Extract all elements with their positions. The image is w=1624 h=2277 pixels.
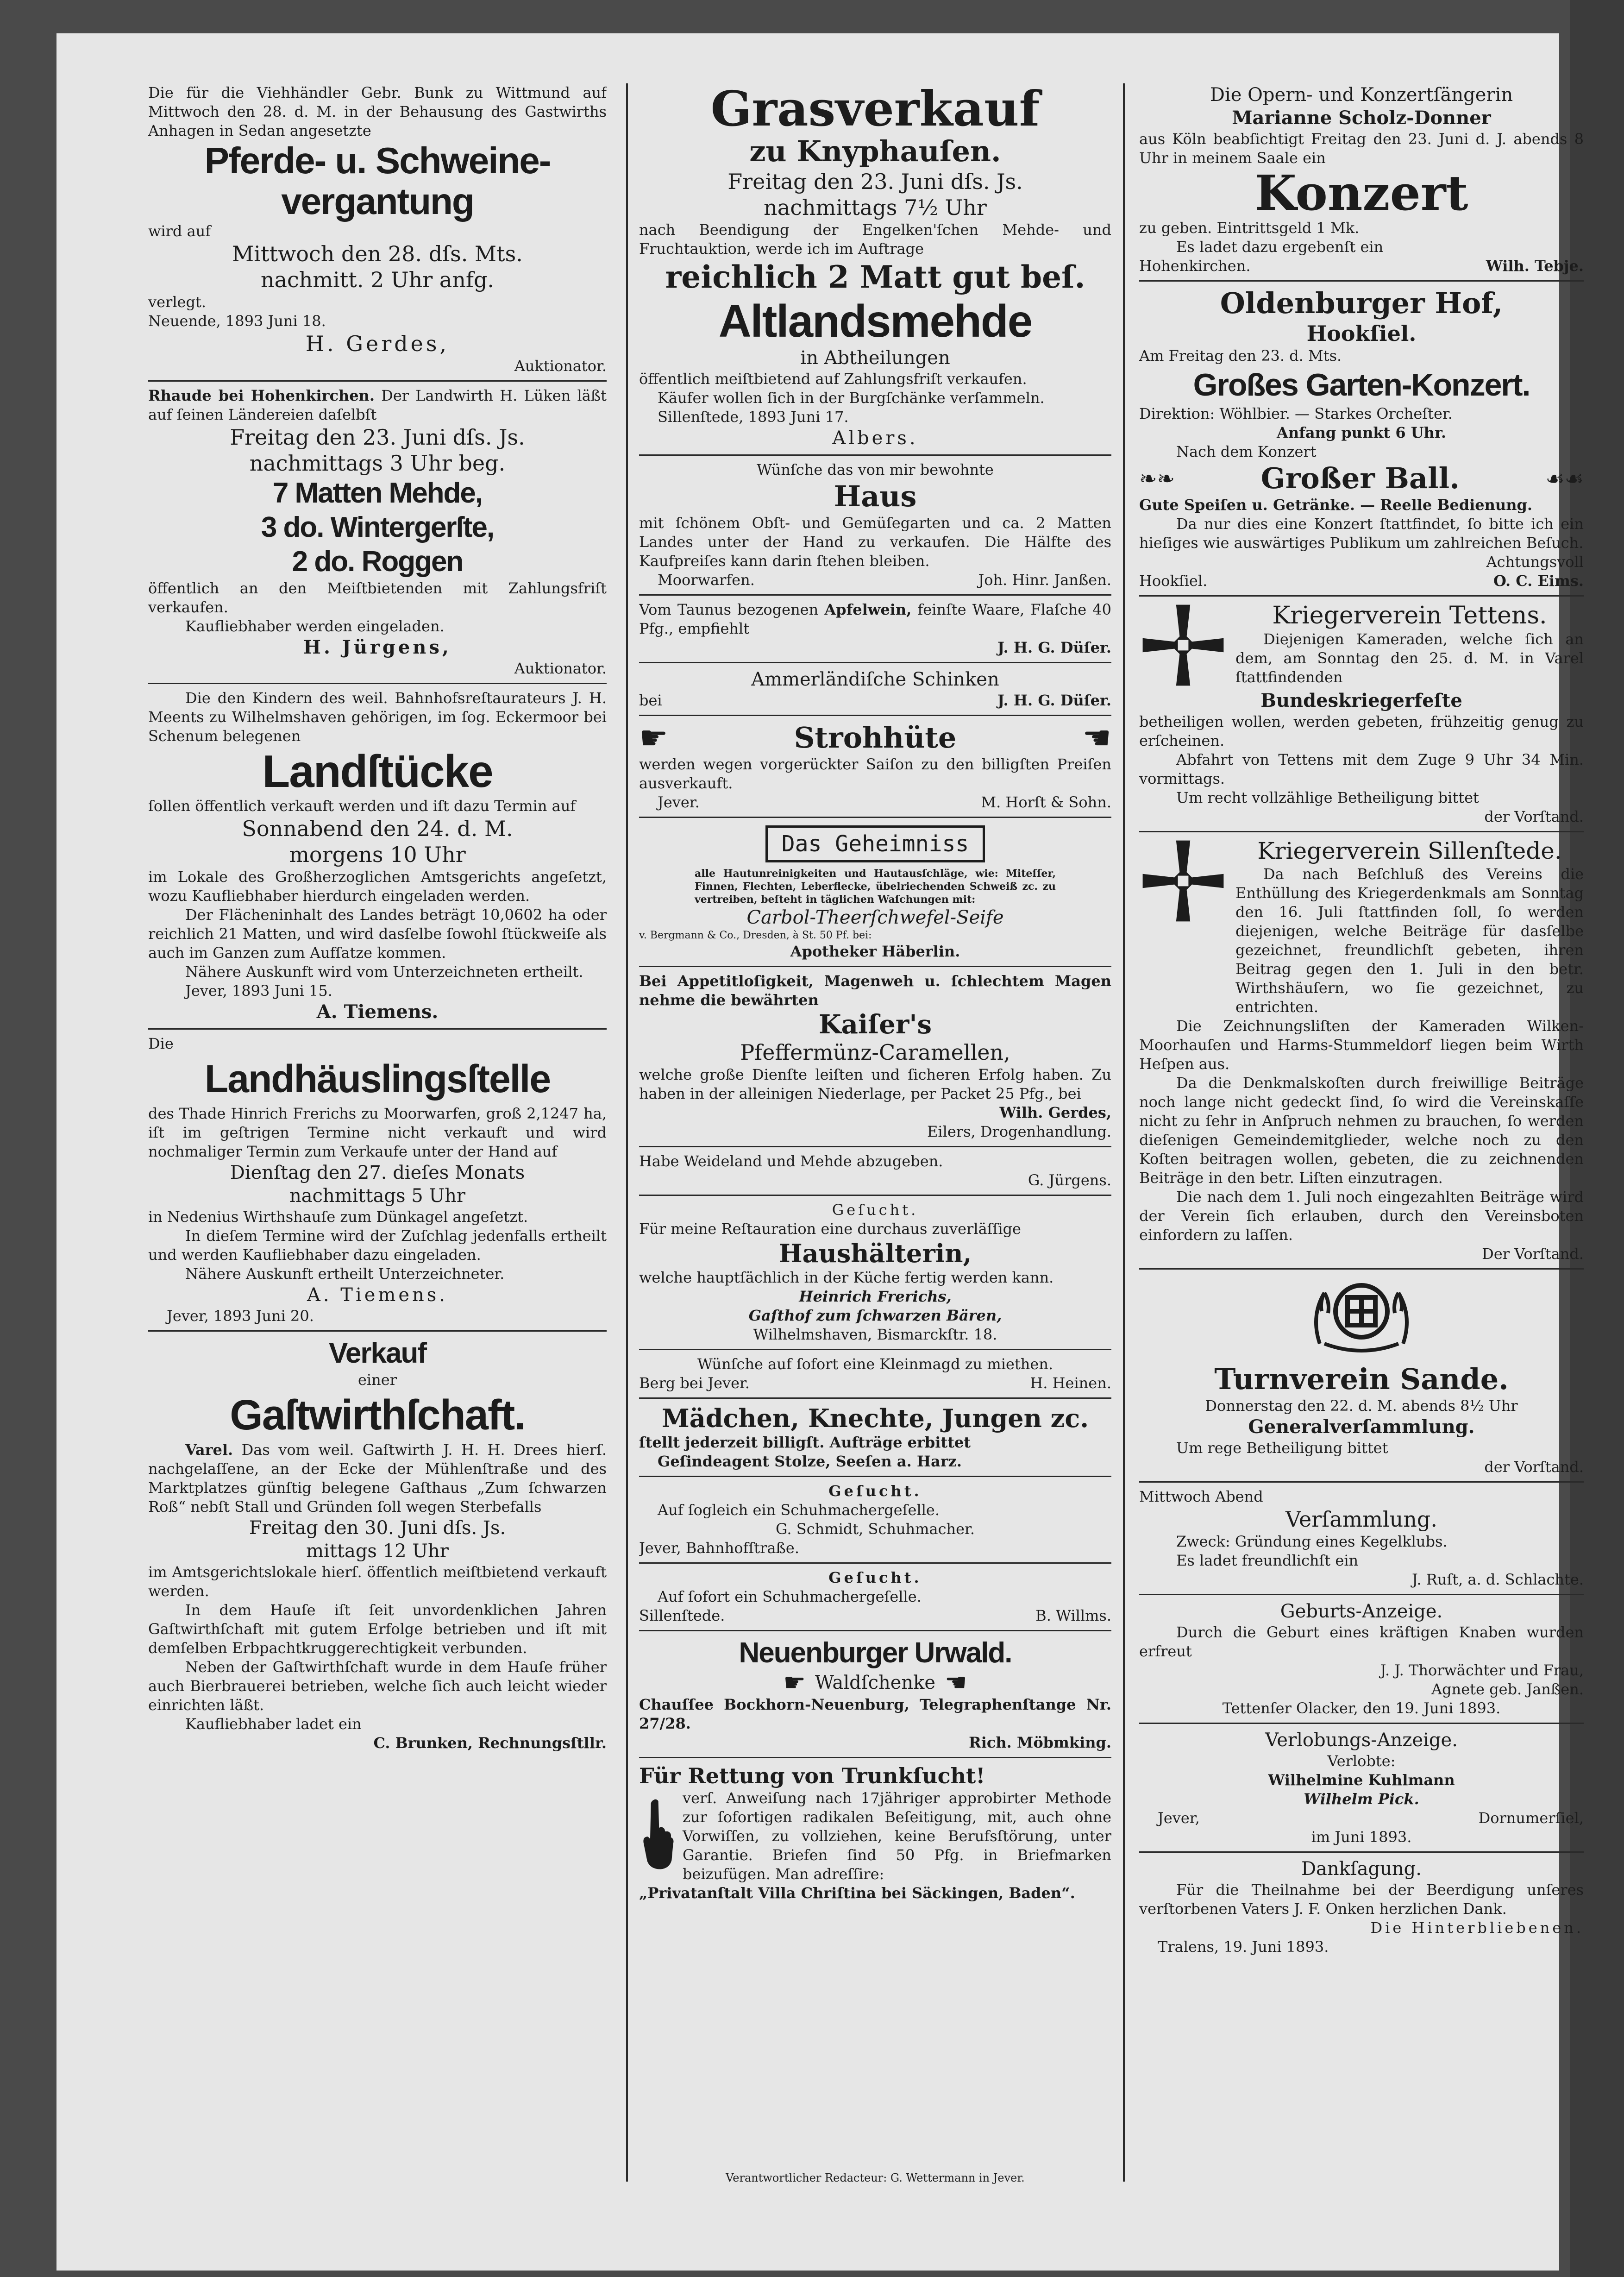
ad-text: Mittwoch Abend: [1139, 1488, 1263, 1505]
ad-signature: Geſindeagent Stolze, Seeſen a. Harz.: [658, 1453, 962, 1470]
ad-text: bei: [639, 692, 662, 709]
pointing-hand-left-icon: ☚: [1082, 719, 1111, 757]
ad-headline: Kaiſer's: [818, 1009, 932, 1040]
ad-headline: Landhäuslingsſtelle: [204, 1057, 551, 1101]
ad-signature: G. Jürgens.: [1028, 1171, 1111, 1189]
ad-headline: Die Opern- und Konzertſängerin: [1210, 84, 1513, 106]
divider: [639, 594, 1111, 596]
ad-place: Moorwarfen.: [658, 571, 755, 589]
ad-gesindeagent: [639, 1403, 1111, 1471]
ad-headline: Verlobungs-Anzeige.: [1265, 1730, 1458, 1751]
ad-danksagung: [1139, 1857, 1584, 1956]
ad-intro: Geſucht.: [828, 1482, 922, 1500]
ad-text: Gute Speiſen u. Getränke. — Reelle Bedienung.: [1139, 496, 1532, 514]
column-right: [1139, 83, 1584, 2217]
ad-role: Auktionator.: [514, 660, 607, 677]
ad-date: Freitag den 23. Juni dſs. Js.: [230, 425, 525, 450]
ad-headline: Hookſiel.: [1306, 321, 1417, 346]
ad-intro: Die den Kindern des weil. Bahnhofsreſtaurateurs J. H. Meents zu Wilhelmshaven gehörigen, im ſog. Eckermoor bei Schenum belegenen: [148, 689, 607, 745]
ad-subheadline: Generalverſammlung.: [1248, 1416, 1475, 1438]
ad-headline: Pfeffermünz-Caramellen,: [740, 1040, 1010, 1065]
ad-date: Sonnabend den 24. d. M.: [242, 816, 513, 841]
ad-signature: Rich. Möbmking.: [969, 1734, 1111, 1751]
flourish-icon: ❧❧: [1139, 466, 1175, 491]
ad-text: Käufer wollen ſich in der Burgſchänke verſammeln.: [658, 389, 1045, 407]
ad-signature: J. J. Thorwächter und Frau,: [1380, 1661, 1584, 1679]
column-rule: [1123, 83, 1125, 2182]
ad-text: ſtellt jederzeit billigſt. Aufträge erbittet: [639, 1434, 971, 1451]
ad-text: Neben der Gaſtwirthſchaft wurde in dem Hauſe früher auch Bierbrauerei betrieben, welche ſich auch leicht wieder einrichten läßt.: [148, 1658, 607, 1714]
ad-text: Verlobte:: [1327, 1752, 1396, 1770]
ad-signature: A. Tiemens.: [316, 1001, 439, 1023]
divider: [1139, 831, 1584, 832]
ad-verlobungs-anzeige: [1139, 1729, 1584, 1847]
divider: [639, 817, 1111, 818]
column-middle: [639, 83, 1111, 2217]
ad-intro: Die: [148, 1035, 174, 1052]
ad-text: verſ. Anweiſung nach 17jähriger approbirter Methode zur ſofortigen radikalen Beſeitigung, mit, auch ohne Vorwiſſen, zu vollziehen, keine Berufsſtörung, unter Garantie. Briefen ſind 50 Pfg. in Briefmarken beizufügen. Man adreſſire:: [683, 1789, 1111, 1883]
ad-headline: Mädchen, Knechte, Jungen zc.: [661, 1403, 1089, 1433]
ad-text: Habe Weideland und Mehde abzugeben.: [639, 1152, 943, 1170]
ad-text: Um rege Betheiligung bittet: [1176, 1439, 1388, 1457]
ad-place-date: Jever, 1893 Juni 20.: [167, 1307, 314, 1325]
ad-strohhuete: [639, 721, 1111, 812]
ad-text: Kaufliebhaber werden eingeladen.: [185, 617, 445, 635]
divider: [639, 454, 1111, 456]
ad-text: in Nedenius Wirthshauſe zum Dünkagel angeſetzt.: [148, 1208, 528, 1226]
ad-text: Da nach Beſchluß des Vereins die Enthüllung des Kriegerdenkmals am Sonntag den 16. Juli ſtattfinden ſoll, ſo werden diejenigen, welche Beiträge für dasſelbe gezeichnet, freundlichſt gebeten, ihren Beitrag gegen den 1. Juli in den betr. Wirthshäuſern, wo ſie gezeichnet, zu entrichten.: [1235, 865, 1584, 1016]
ad-place: Sillenſtede.: [639, 1607, 725, 1624]
divider: [639, 1397, 1111, 1399]
ad-place: Jever,: [1158, 1809, 1200, 1827]
ad-headline: Strohhüte: [794, 721, 957, 755]
ad-text: In dieſem Termine wird der Zuſchlag jedenfalls ertheilt und werden Kaufliebhaber dazu eingeladen.: [148, 1227, 607, 1264]
ad-text: Vom Taunus bezogenen: [639, 601, 819, 618]
ad-text: Kaufliebhaber ladet ein: [185, 1715, 362, 1733]
ad-konzert-scholz: [1139, 83, 1584, 276]
ad-signature: Joh. Hinr. Janßen.: [978, 571, 1111, 589]
ad-text: Es ladet freundlichſt ein: [1176, 1552, 1359, 1569]
ad-signature: J. H. G. Düſer.: [997, 692, 1111, 709]
ad-kriegerverein-tettens: [1139, 601, 1584, 826]
ad-text: Chauſſee Bockhorn-Neuenburg, Telegraphenſtange Nr. 27/28.: [639, 1696, 1111, 1732]
ad-time: nachmittags 7½ Uhr: [764, 195, 987, 220]
ad-place: Hohenkirchen.: [1139, 257, 1251, 275]
ad-place: Jever, Bahnhofſtraße.: [639, 1539, 799, 1557]
ad-headline: zu Knyphauſen.: [749, 134, 1001, 168]
ad-date: Freitag den 23. Juni dſs. Js.: [727, 169, 1023, 194]
ad-kaisers: [639, 972, 1111, 1141]
ad-headline: Oldenburger Hof,: [1220, 286, 1503, 320]
ad-headline: Turnverein Sande.: [1214, 1362, 1509, 1396]
divider: [148, 683, 607, 684]
ad-place-date: Tralens, 19. Juni 1893.: [1158, 1938, 1329, 1956]
ad-headline: Haushälterin,: [778, 1239, 972, 1268]
ad-date: im Juni 1893.: [1311, 1828, 1412, 1846]
ad-text: Da nur dies eine Konzert ſtattfindet, ſo bitte ich ein hieſiges wie auswärtiges Publikum um zahlreichen Beſuch.: [1139, 515, 1584, 552]
ad-text: Abfahrt von Tettens mit dem Zuge 9 Uhr 34 Min. vormittags.: [1139, 751, 1584, 787]
ad-text: öffentlich an den Meiſtbietenden mit Zahlungsfriſt verkaufen.: [148, 579, 607, 616]
ad-text: zu geben. Eintrittsgeld 1 Mk.: [1139, 219, 1360, 237]
ad-signature: Eilers, Drogenhandlung.: [927, 1123, 1111, 1140]
ad-headline: Geburts-Anzeige.: [1280, 1601, 1443, 1622]
ad-text: im Amtsgerichtslokale hierſ. öffentlich meiſtbietend verkauft werden.: [148, 1563, 607, 1600]
pointing-hand-left-icon: ☚: [945, 1668, 967, 1697]
ad-text: Diejenigen Kameraden, welche ſich an dem, am Sonntag den 25. d. M. in Varel ſtattfindenden: [1235, 630, 1584, 686]
ad-text: Bei Appetitloſigkeit, Magenweh u. ſchlechtem Magen nehme die bewährten: [639, 972, 1111, 1009]
ad-place-date: Neuende, 1893 Juni 18.: [148, 312, 326, 330]
ad-pferde-vergantung: [148, 83, 607, 376]
ad-headline: vergantung: [281, 181, 474, 222]
divider: [148, 380, 607, 382]
pointing-hand-right-icon: ☛: [783, 1668, 806, 1697]
ad-text: Direktion: Wöhlbier. — Starkes Orcheſter.: [1139, 405, 1453, 422]
ad-geheimniss: [639, 823, 1111, 961]
ad-signature: Der Vorſtand.: [1482, 1245, 1584, 1263]
ad-intro: Die für die Viehhändler Gebr. Bunk zu Wittmund auf Mittwoch den 28. d. M. in der Behausung des Gastwirths Anhagen in Sedan angesetzte: [148, 84, 607, 139]
ad-landhaeuslingsstelle: [148, 1034, 607, 1326]
flourish-icon: ☙☙: [1545, 466, 1584, 491]
ad-address: „Privatanſtalt Villa Chriſtina bei Säckingen, Baden“.: [639, 1884, 1075, 1902]
ad-intro: Wünſche das von mir bewohnte: [757, 461, 994, 478]
divider: [148, 1028, 607, 1030]
ad-gastwirthschaft: [148, 1336, 607, 1753]
ad-headline: Marianne Scholz-Donner: [1232, 107, 1491, 129]
ad-headline: Dankſagung.: [1301, 1858, 1422, 1880]
ad-role: Auktionator.: [514, 357, 607, 375]
ad-turnverein-sande: [1139, 1274, 1584, 1477]
divider: [639, 1476, 1111, 1477]
ad-date: Mittwoch den 28. dſs. Mts.: [232, 241, 523, 266]
ad-text: Da die Denkmalskoſten durch freiwillige Beiträge noch lange nicht gedeckt ſind, ſo wird die Vereinskaſſe nicht zu ſehr in Anſpruch nehmen zu brauchen, ſo werden dieſenigen Gemeindemitglieder, welche noch zu den Koſten beitragen wollen, gebeten, die zu zeichnenden Beiträge in den betr. Liſten einzutragen.: [1139, 1074, 1584, 1187]
ad-signature: Wilh. Tebje.: [1486, 257, 1584, 275]
ad-time: nachmittags 5 Uhr: [289, 1185, 466, 1207]
ad-product: Carbol-Theerſchwefel-Seife: [746, 907, 1004, 928]
ad-text: ſollen öffentlich verkauft werden und iſt dazu Termin auf: [148, 797, 576, 815]
ad-product: Apfelwein,: [824, 601, 912, 618]
ad-text: Das vom weil. Gaſtwirth J. H. H. Drees hierſ. nachgelaſſene, an der Ecke der Mühlenſtraße und des Marktplatzes günſtig belegene Gaſthaus „Zum ſchwarzen Roß“ nebſt Stall und Gründen ſoll wegen Sterbefalls: [148, 1441, 607, 1516]
ad-weideland: [639, 1152, 1111, 1190]
ad-text: Es ladet dazu ergebenſt ein: [1176, 238, 1384, 256]
ad-haushaelterin: [639, 1201, 1111, 1344]
ad-headline: Verkauf: [328, 1337, 426, 1369]
ad-text: Wünſche auf ſofort eine Kleinmagd zu miethen.: [697, 1355, 1053, 1373]
ad-text: Anfang punkt 6 Uhr.: [1276, 424, 1446, 441]
divider: [1139, 1268, 1584, 1270]
divider: [1139, 1723, 1584, 1724]
ad-signature: B. Willms.: [1035, 1607, 1111, 1624]
divider: [639, 966, 1111, 967]
ad-text: einer: [357, 1371, 397, 1389]
ad-text: werden wegen vorgerückter Saiſon zu den billigſten Preiſen ausverkauft.: [639, 755, 1111, 792]
ad-landstuecke: [148, 689, 607, 1024]
ad-text: Die Zeichnungsliſten der Kameraden Wilken-Moorhauſen und Harms-Stummeldorf liegen beim Wirth Heſpen aus.: [1139, 1017, 1584, 1073]
ad-text: nach Beendigung der Engelken'ſchen Mehde- und Fruchtauktion, werde ich im Auftrage: [639, 221, 1111, 258]
ad-headline: Pferde- u. Schweine-: [204, 140, 551, 181]
ad-text: Durch die Geburt eines kräftigen Knaben wurden erfreut: [1139, 1623, 1584, 1660]
pointing-hand-right-icon: ☛: [639, 719, 668, 757]
ad-item: 7 Matten Mehde,: [272, 477, 483, 509]
ad-trunksucht: [639, 1763, 1111, 1903]
ad-text: Am Freitag den 23. d. Mts.: [1139, 347, 1342, 365]
ad-place: Berg bei Jever.: [639, 1374, 750, 1392]
ad-kriegerverein-sillenstede: [1139, 837, 1584, 1264]
ad-text: Der Flächeninhalt des Landes beträgt 10,0602 ha oder reichlich 21 Matten, und wird dasſelbe ſowohl ſtückweiſe als auch im Ganzen zum Aufſatze kommen.: [148, 906, 607, 962]
ad-kegelklub: [1139, 1487, 1584, 1589]
ad-signature: H. Heinen.: [1030, 1374, 1111, 1392]
divider: [1139, 595, 1584, 597]
ad-text: welche hauptſächlich in der Küche fertig werden kann.: [639, 1269, 1054, 1286]
ad-text: feinſte Waare, Flaſche 40 Pfg., empfiehlt: [639, 601, 1111, 637]
divider: [1139, 1481, 1584, 1483]
ad-address: Wilhelmshaven, Bismarckſtr. 18.: [753, 1326, 997, 1343]
ad-text: betheiligen wollen, werden gebeten, frühzeitig genug zu erſcheinen.: [1139, 713, 1584, 749]
ad-headline: Das Geheimniss: [765, 825, 985, 862]
ad-schuhmacher-sillenstede: [639, 1568, 1111, 1625]
ad-text: verlegt.: [148, 293, 206, 311]
divider: [639, 1757, 1111, 1758]
ad-signature: J. Ruſt, a. d. Schlachte.: [1412, 1571, 1584, 1588]
column-rule: [626, 83, 628, 2182]
ad-item: 3 do. Wintergerſte,: [261, 511, 494, 543]
ad-apfelwein: [639, 600, 1111, 657]
ad-text: in Abtheilungen: [800, 347, 950, 369]
divider: [639, 662, 1111, 663]
ad-place: Jever.: [658, 793, 700, 811]
ad-text: Zweck: Gründung eines Kegelklubs.: [1176, 1533, 1448, 1550]
ad-signature: J. H. G. Düſer.: [997, 639, 1111, 656]
ad-place: Hookſiel.: [1139, 572, 1208, 590]
ad-headline: Gaſtwirthſchaft.: [230, 1391, 525, 1439]
ad-headline: Ammerländiſche Schinken: [751, 669, 999, 690]
ad-name: Wilhelmine Kuhlmann: [1268, 1771, 1455, 1789]
ad-place-date: Tettenſer Olacker, den 19. Juni 1893.: [1222, 1699, 1501, 1717]
footer-editor-line: Verantwortlicher Redacteur: G. Wettermann in Jever.: [726, 2171, 1025, 2184]
ad-signature: M. Horſt & Sohn.: [981, 793, 1111, 811]
ad-text: des Thade Hinrich Frerichs zu Moorwarfen, groß 2,1247 ha, iſt im geſtrigen Termine nicht verkauft und wird nochmaliger Termin zum Verkaufe unter der Hand auf: [148, 1105, 607, 1160]
ad-signature: der Vorſtand.: [1484, 1458, 1584, 1476]
ad-signature: C. Brunken, Rechnungsſtllr.: [373, 1734, 607, 1752]
ad-signature: H. Jürgens,: [303, 636, 451, 658]
iron-cross-icon: [1139, 601, 1227, 689]
divider: [639, 1195, 1111, 1196]
ad-text: welche große Dienſte leiſten und ſicheren Erfolg haben. Zu haben in der alleinigen Niederlage, per Packet 25 Pfg., bei: [639, 1066, 1111, 1102]
ad-signature: der Vorſtand.: [1484, 808, 1584, 825]
ad-text: Achtungsvoll: [1486, 553, 1584, 571]
iron-cross-icon: [1139, 837, 1227, 925]
ad-intro: Geſucht.: [828, 1569, 922, 1586]
ad-subheadline: Bundeskriegerfeſte: [1260, 690, 1462, 711]
ad-headline: Haus: [834, 479, 917, 513]
ad-haus: [639, 460, 1111, 590]
divider: [148, 1330, 607, 1332]
ad-place-date: Sillenſtede, 1893 Juni 17.: [658, 408, 849, 426]
column-left: [148, 83, 607, 2217]
ad-text: im Lokale des Großherzoglichen Amtsgerichts angeſetzt, wozu Kaufliebhaber hierdurch eingeladen werden.: [148, 868, 607, 905]
ad-text: öffentlich meiſtbietend auf Zahlungsfriſt verkaufen.: [639, 370, 1027, 388]
ad-signature: H. Gerdes,: [305, 331, 450, 356]
ad-urwald: [639, 1636, 1111, 1752]
ad-signature: G. Schmidt, Schuhmacher.: [776, 1520, 975, 1538]
ad-place-date: Jever, 1893 Juni 15.: [185, 982, 332, 1000]
ad-geburts-anzeige: [1139, 1600, 1584, 1718]
ad-text: v. Bergmann & Co., Dresden, à St. 50 Pf. bei:: [639, 930, 872, 941]
ad-text: Nach dem Konzert: [1176, 443, 1317, 460]
ad-signature: Gaſthof zum ſchwarzen Bären,: [748, 1307, 1002, 1324]
divider: [639, 1349, 1111, 1350]
divider: [639, 1630, 1111, 1631]
ad-text: Donnerstag den 22. d. M. abends 8½ Uhr: [1205, 1397, 1518, 1415]
ad-date: Freitag den 30. Juni dſs. Js.: [249, 1517, 506, 1539]
ad-text: Auf ſogleich ein Schuhmachergeſelle.: [658, 1501, 940, 1519]
ad-signature: Agnete geb. Janßen.: [1431, 1680, 1584, 1698]
ad-signature: Wilh. Gerdes,: [999, 1104, 1111, 1121]
ad-text: Der Landwirth H. Lüken läßt auf ſeinen Ländereien daſelbſt: [148, 387, 607, 423]
ad-rhaude-mehde: [148, 386, 607, 678]
ad-text: Um recht vollzählige Betheiligung bittet: [1176, 789, 1479, 806]
ad-headline: Großer Ball.: [1260, 461, 1460, 495]
divider: [1139, 280, 1584, 282]
ad-subheadline: Waldſchenke: [815, 1672, 936, 1693]
ad-time: nachmittags 3 Uhr beg.: [249, 451, 506, 476]
ad-lead: Varel.: [185, 1441, 233, 1459]
ad-text: Nähere Auskunft ertheilt Unterzeichneter.: [185, 1265, 505, 1283]
ad-text: In dem Hauſe iſt ſeit unvordenklichen Jahren Gaſtwirthſchaft mit gutem Erfolge betrieben und iſt mit demſelben Erbpachtkruggerechtigkeit verbunden.: [148, 1601, 607, 1657]
ad-signature: Die Hinterbliebenen.: [1370, 1919, 1584, 1937]
ad-schuhmacher-jever: [639, 1482, 1111, 1558]
ad-signature: Heinrich Frerichs,: [799, 1288, 952, 1305]
ad-grasverkauf: [639, 83, 1111, 450]
ad-headline: Großes Garten-Konzert.: [1193, 367, 1530, 403]
ad-kleinmagd: [639, 1355, 1111, 1393]
ad-headline: Landſtücke: [262, 746, 493, 797]
ad-text: Nähere Auskunft wird vom Unterzeichneten ertheilt.: [185, 963, 583, 981]
divider: [1139, 1851, 1584, 1853]
ad-headline: Verſammlung.: [1285, 1507, 1437, 1532]
ad-headline: Kriegerverein Sillenſtede.: [1257, 837, 1562, 864]
ad-signature: O. C. Eims.: [1493, 572, 1584, 590]
ad-time: morgens 10 Uhr: [289, 842, 466, 867]
ad-headline: Grasverkauf: [710, 83, 1040, 137]
ad-headline: reichlich 2 Matt gut beſ.: [665, 259, 1085, 295]
ad-item: 2 do. Roggen: [292, 546, 463, 578]
divider: [639, 1562, 1111, 1564]
ad-text: alle Hautunreinigkeiten und Hautausſchläge, wie: Miteſſer, Finnen, Flechten, Leberflecke, übelriechenden Schweiß zc. zu vertreiben, beſteht in täglichen Waſchungen mit:: [695, 868, 1056, 906]
ad-headline: Für Rettung von Trunkſucht!: [639, 1763, 985, 1788]
ad-text: aus Köln beabſichtigt Freitag den 23. Juni d. J. abends 8 Uhr in meinem Saale ein: [1139, 130, 1584, 167]
divider: [1139, 1594, 1584, 1595]
ad-text: Für meine Reſtauration eine durchaus zuverläſſige: [639, 1220, 1021, 1238]
turnverein-emblem-icon: [1306, 1274, 1417, 1358]
ad-name: Wilhelm Pick.: [1304, 1790, 1419, 1808]
ad-text: mit ſchönem Obſt- und Gemüſegarten und ca. 2 Matten Landes unter der Hand zu verkaufen. Die Hälfte des Kaufpreiſes kann darin ſtehen bleiben.: [639, 514, 1111, 570]
ad-schinken: [639, 668, 1111, 710]
divider: [639, 715, 1111, 716]
ad-text: wird auf: [148, 222, 211, 240]
ad-date: Dienſtag den 27. dieſes Monats: [230, 1162, 525, 1183]
ad-text: Für die Theilnahme bei der Beerdigung unſeres verſtorbenen Vaters J. F. Onken herzlichen Dank.: [1139, 1881, 1584, 1918]
ad-place: Dornumerſiel,: [1478, 1809, 1584, 1827]
ad-headline: Altlandsmehde: [718, 296, 1032, 346]
pointing-hand-icon: [639, 1789, 676, 1881]
ad-headline: Neuenburger Urwald.: [739, 1637, 1012, 1669]
divider: [639, 1146, 1111, 1147]
ad-oldenburger-hof: [1139, 286, 1584, 591]
ad-signature: Albers.: [832, 428, 918, 449]
ad-text: Die nach dem 1. Juli noch eingezahlten Beiträge wird der Verein ſich erlauben, durch den Vereinsboten einfordern zu laſſen.: [1139, 1188, 1584, 1244]
ad-time: nachmitt. 2 Uhr anfg.: [260, 267, 495, 292]
ad-signature: A. Tiemens.: [307, 1284, 448, 1306]
ad-signature: Apotheker Häberlin.: [790, 943, 960, 960]
ad-time: mittags 12 Uhr: [306, 1541, 449, 1562]
ad-headline: Konzert: [1254, 164, 1468, 221]
ad-text: Auf ſofort ein Schuhmachergeſelle.: [658, 1588, 922, 1605]
ad-lead: Rhaude bei Hohenkirchen.: [148, 387, 375, 404]
ad-headline: Kriegerverein Tettens.: [1272, 602, 1547, 629]
ad-intro: Geſucht.: [832, 1201, 919, 1219]
